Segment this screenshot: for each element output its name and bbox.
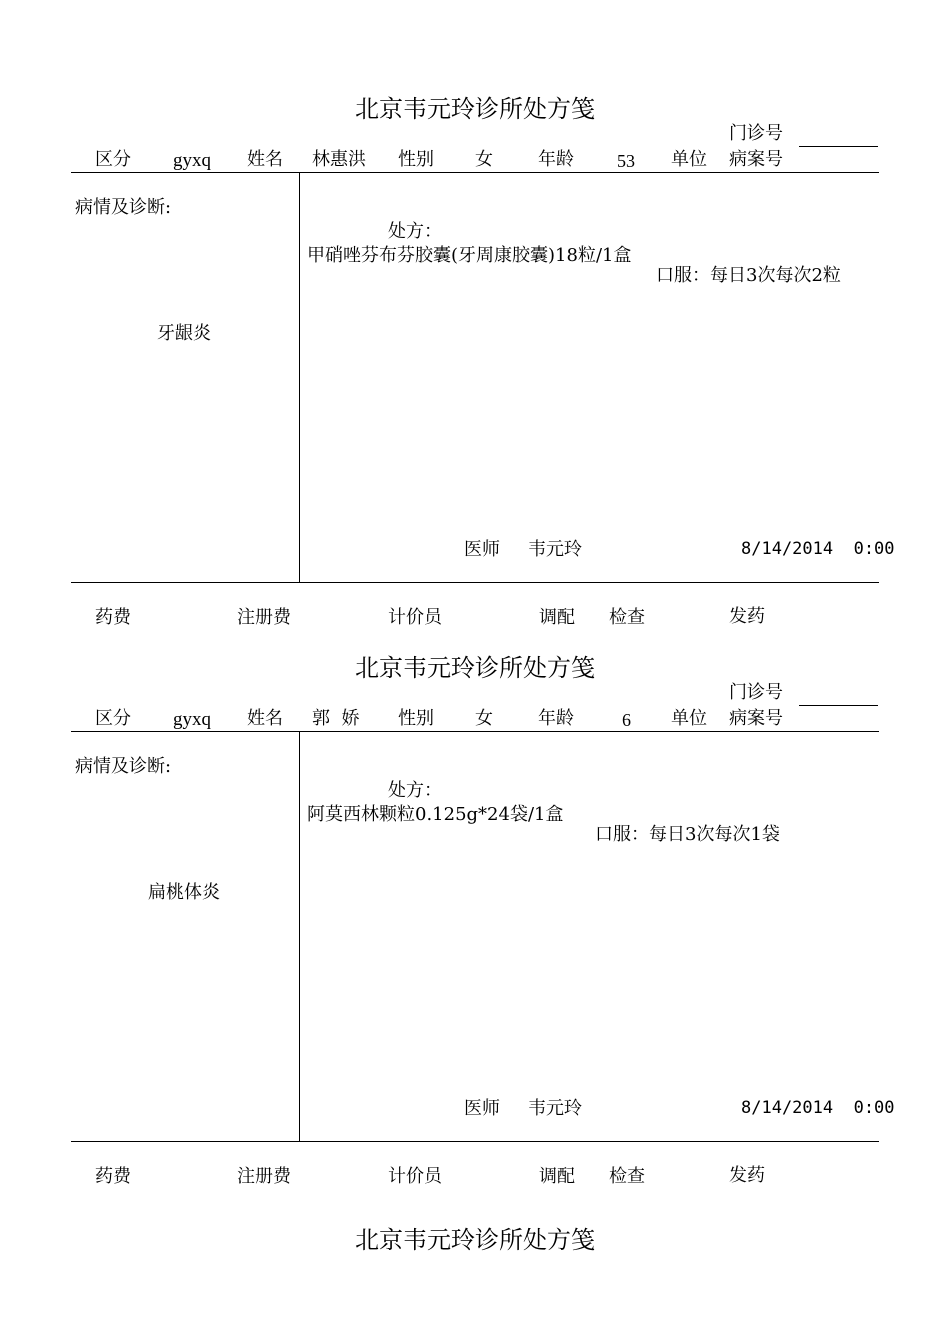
name-label: 姓名 bbox=[247, 149, 283, 170]
case-no-label: 病案号 bbox=[729, 708, 783, 729]
footer-divider bbox=[71, 582, 879, 583]
drug-fee-label: 药费 bbox=[95, 1166, 131, 1187]
prescription-date: 8/14/2014 0:00 bbox=[741, 539, 895, 559]
case-no-label: 病案号 bbox=[729, 149, 783, 170]
age-value: 53 bbox=[617, 151, 635, 171]
outpatient-no-field bbox=[799, 146, 878, 147]
header-divider bbox=[71, 731, 879, 732]
diagnosis-value: 牙龈炎 bbox=[157, 323, 211, 344]
doctor-name: 韦元玲 bbox=[528, 539, 582, 560]
outpatient-no-label: 门诊号 bbox=[729, 682, 783, 703]
footer-divider bbox=[71, 1141, 879, 1142]
dispense-label: 调配 bbox=[539, 607, 575, 628]
district-label: 区分 bbox=[95, 149, 131, 170]
usage-line: 口服：每日3次每次1袋 bbox=[595, 824, 780, 845]
usage-line: 口服：每日3次每次2粒 bbox=[656, 265, 841, 286]
column-divider bbox=[299, 172, 300, 582]
patient-name: 林惠洪 bbox=[312, 149, 366, 170]
drug-line: 甲硝唑芬布芬胶囊(牙周康胶囊)18粒/1盒 bbox=[307, 245, 632, 266]
prescription-label: 处方： bbox=[388, 780, 442, 801]
unit-label: 单位 bbox=[671, 708, 707, 729]
age-label: 年龄 bbox=[538, 149, 574, 170]
diagnosis-value: 扁桃体炎 bbox=[148, 882, 220, 903]
outpatient-no-label: 门诊号 bbox=[729, 123, 783, 144]
gender-value: 女 bbox=[475, 149, 493, 170]
unit-label: 单位 bbox=[671, 149, 707, 170]
clinic-title: 北京韦元玲诊所处方笺 bbox=[355, 95, 595, 123]
prescription-label: 处方： bbox=[388, 221, 442, 242]
district-value: gyxq bbox=[173, 150, 211, 171]
clinic-title: 北京韦元玲诊所处方笺 bbox=[355, 654, 595, 682]
gender-label: 性别 bbox=[398, 708, 434, 729]
diagnosis-label: 病情及诊断: bbox=[75, 197, 172, 218]
pricer-label: 计价员 bbox=[388, 1166, 442, 1187]
doctor-name: 韦元玲 bbox=[528, 1098, 582, 1119]
outpatient-no-field bbox=[799, 705, 878, 706]
drug-fee-label: 药费 bbox=[95, 607, 131, 628]
drug-line: 阿莫西林颗粒0.125g*24袋/1盒 bbox=[307, 804, 564, 825]
pricer-label: 计价员 bbox=[388, 607, 442, 628]
registration-fee-label: 注册费 bbox=[237, 607, 291, 628]
doctor-label: 医师 bbox=[464, 539, 500, 560]
age-value: 6 bbox=[622, 710, 631, 730]
clinic-title: 北京韦元玲诊所处方笺 bbox=[355, 1226, 595, 1254]
issue-label: 发药 bbox=[729, 1165, 765, 1186]
dispense-label: 调配 bbox=[539, 1166, 575, 1187]
diagnosis-label: 病情及诊断: bbox=[75, 756, 172, 777]
header-divider bbox=[71, 172, 879, 173]
gender-label: 性别 bbox=[398, 149, 434, 170]
district-value: gyxq bbox=[173, 709, 211, 730]
column-divider bbox=[299, 731, 300, 1141]
check-label: 检查 bbox=[609, 1166, 645, 1187]
age-label: 年龄 bbox=[538, 708, 574, 729]
doctor-label: 医师 bbox=[464, 1098, 500, 1119]
prescription-date: 8/14/2014 0:00 bbox=[741, 1098, 895, 1118]
check-label: 检查 bbox=[609, 607, 645, 628]
gender-value: 女 bbox=[475, 708, 493, 729]
name-label: 姓名 bbox=[247, 708, 283, 729]
registration-fee-label: 注册费 bbox=[237, 1166, 291, 1187]
patient-name: 郭 娇 bbox=[312, 708, 360, 729]
issue-label: 发药 bbox=[729, 606, 765, 627]
district-label: 区分 bbox=[95, 708, 131, 729]
